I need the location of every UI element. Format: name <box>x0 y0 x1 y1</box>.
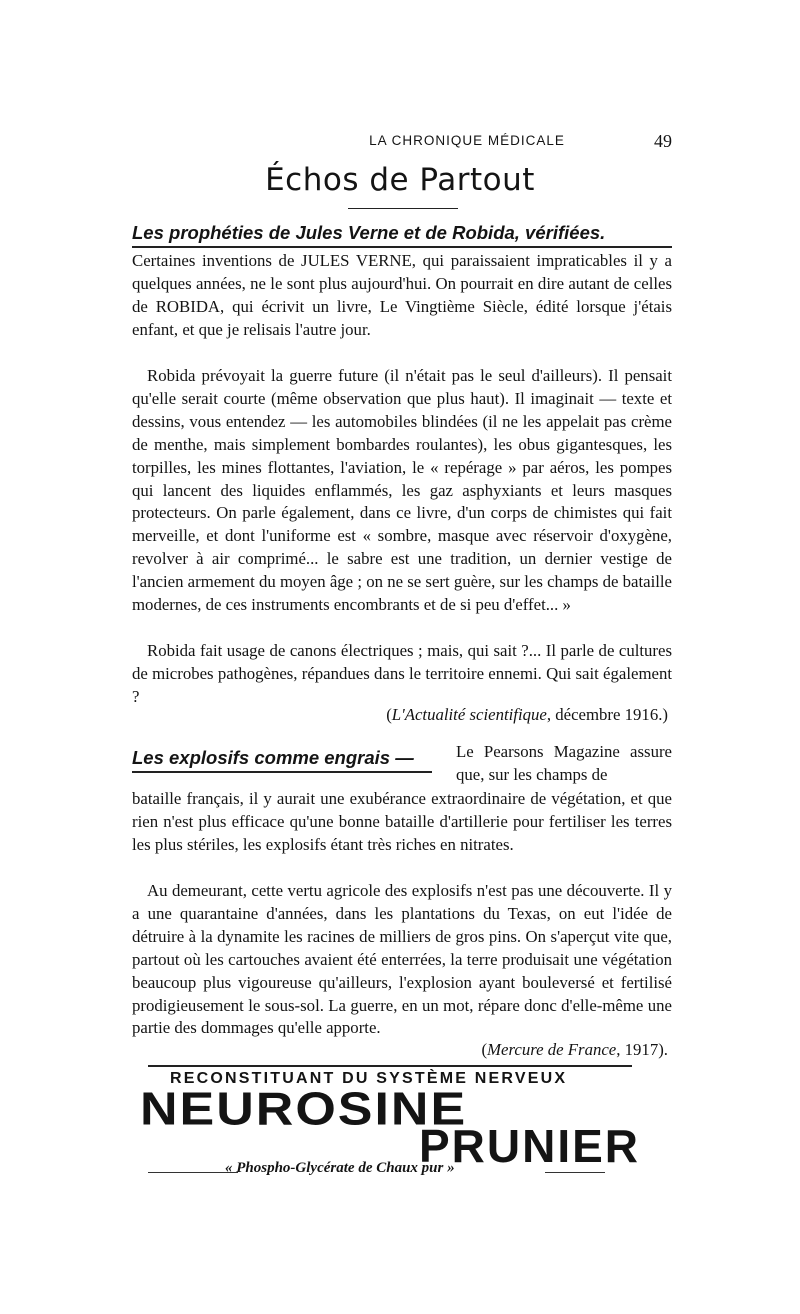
section-1-divider <box>132 246 672 248</box>
page-number: 49 <box>654 131 672 151</box>
advert-divider <box>148 1065 632 1067</box>
title-divider <box>348 208 458 209</box>
advert-subtitle-rule-right <box>545 1172 605 1173</box>
section-2-source: (Mercure de France, 1917). <box>481 1040 668 1059</box>
page-title: Échos de Partout <box>265 162 535 198</box>
section-2-source-date: , 1917). <box>616 1040 668 1059</box>
section-1-paragraph-2: Robida prévoyait la guerre future (il n'était pas le seul d'ailleurs). Il pensait qu'elle serait courte (même observation que plus haut). Il imaginait — texte et dessins, vous entendez — les automobiles blindées (il ne les appelait pas crème de menthe, mais simplement bombardes roulantes), les obus gigantesques, les torpilles, les mines flottantes, l'aviation, le « repérage » par aéros, les pompes qui lancent des liquides enflammés, les gaz asphyxiants et leurs masques protecteurs. On parle également, dans ce livre, d'un corps de chimistes qui fait merveille, et dont l'uniforme est « sombre, masque avec réservoir d'oxygène, revolver à air comprimé... le sabre est une tradition, un dernier vestige de l'ancien armement du moyen âge ; on ne se sert guère, sur les champs de bataille modernes, de ces instruments encombrants et de si peu d'effet... » <box>132 366 672 615</box>
section-2-divider <box>132 771 432 773</box>
section-1-source-date: , décembre 1916.) <box>546 705 668 724</box>
advert-subtitle: « Phospho-Glycérate de Chaux pur » <box>225 1160 455 1176</box>
advert-tagline: RECONSTITUANT DU SYSTÈME NERVEUX <box>170 1070 568 1087</box>
advert-brand-name: PRUNIER <box>419 1120 641 1172</box>
section-2-heading: Les explosifs comme engrais — <box>132 747 414 768</box>
section-2-paragraph-2: Au demeurant, cette vertu agricole des explosifs n'est pas une découverte. Il y a une quarantaine d'années, dans les plantations du Texas, on eut l'idée de détruire à la dynamite les racines de milliers de gros pins. On s'aperçut vite que, partout où les cartouches avaient été enterrées, la terre produisait une végétation beaucoup plus vigoureuse qu'ailleurs, l'explosion ayant bouleversé et fertilisé prodigieusement le sous-sol. La guerre, en un mot, répare donc d'elle-même une partie des dommages qu'elle apporte. <box>132 881 672 1038</box>
advert-product-name: NEUROSINE <box>140 1082 468 1136</box>
section-1-source-title: L'Actualité scientifique <box>391 705 547 724</box>
section-2-paragraph-1: bataille français, il y aurait une exubérance extraordinaire de végétation, et que rien n'est plus efficace qu'une bonne bataille d'artillerie pour fertiliser les terres les plus stériles, les explosifs étant très riches en nitrates. <box>132 789 672 854</box>
journal-title: LA CHRONIQUE MÉDICALE <box>369 133 565 148</box>
running-head <box>132 131 672 155</box>
section-1-source: (L'Actualité scientifique, décembre 1916.) <box>386 705 668 724</box>
section-2-lead: Le Pearsons Magazine assure que, sur les champs de <box>456 742 672 784</box>
section-2-source-title: Mercure de France <box>487 1040 617 1059</box>
section-1-paragraph-3: Robida fait usage de canons électriques ; mais, qui sait ?... Il parle de cultures de microbes pathogènes, répandues dans le territoire ennemi. Qui sait également ? <box>132 641 672 706</box>
section-1-heading: Les prophéties de Jules Verne et de Robida, vérifiées. <box>132 222 606 243</box>
section-1-paragraph-1: Certaines inventions de JULES VERNE, qui paraissaient impraticables il y a quelques années, ne le sont plus aujourd'hui. On pourrait en dire autant de celles de ROBIDA, qui écrivit un livre, Le Vingtième Siècle, édité lorsque j'étais enfant, et que je relisais l'autre jour. <box>132 251 672 339</box>
